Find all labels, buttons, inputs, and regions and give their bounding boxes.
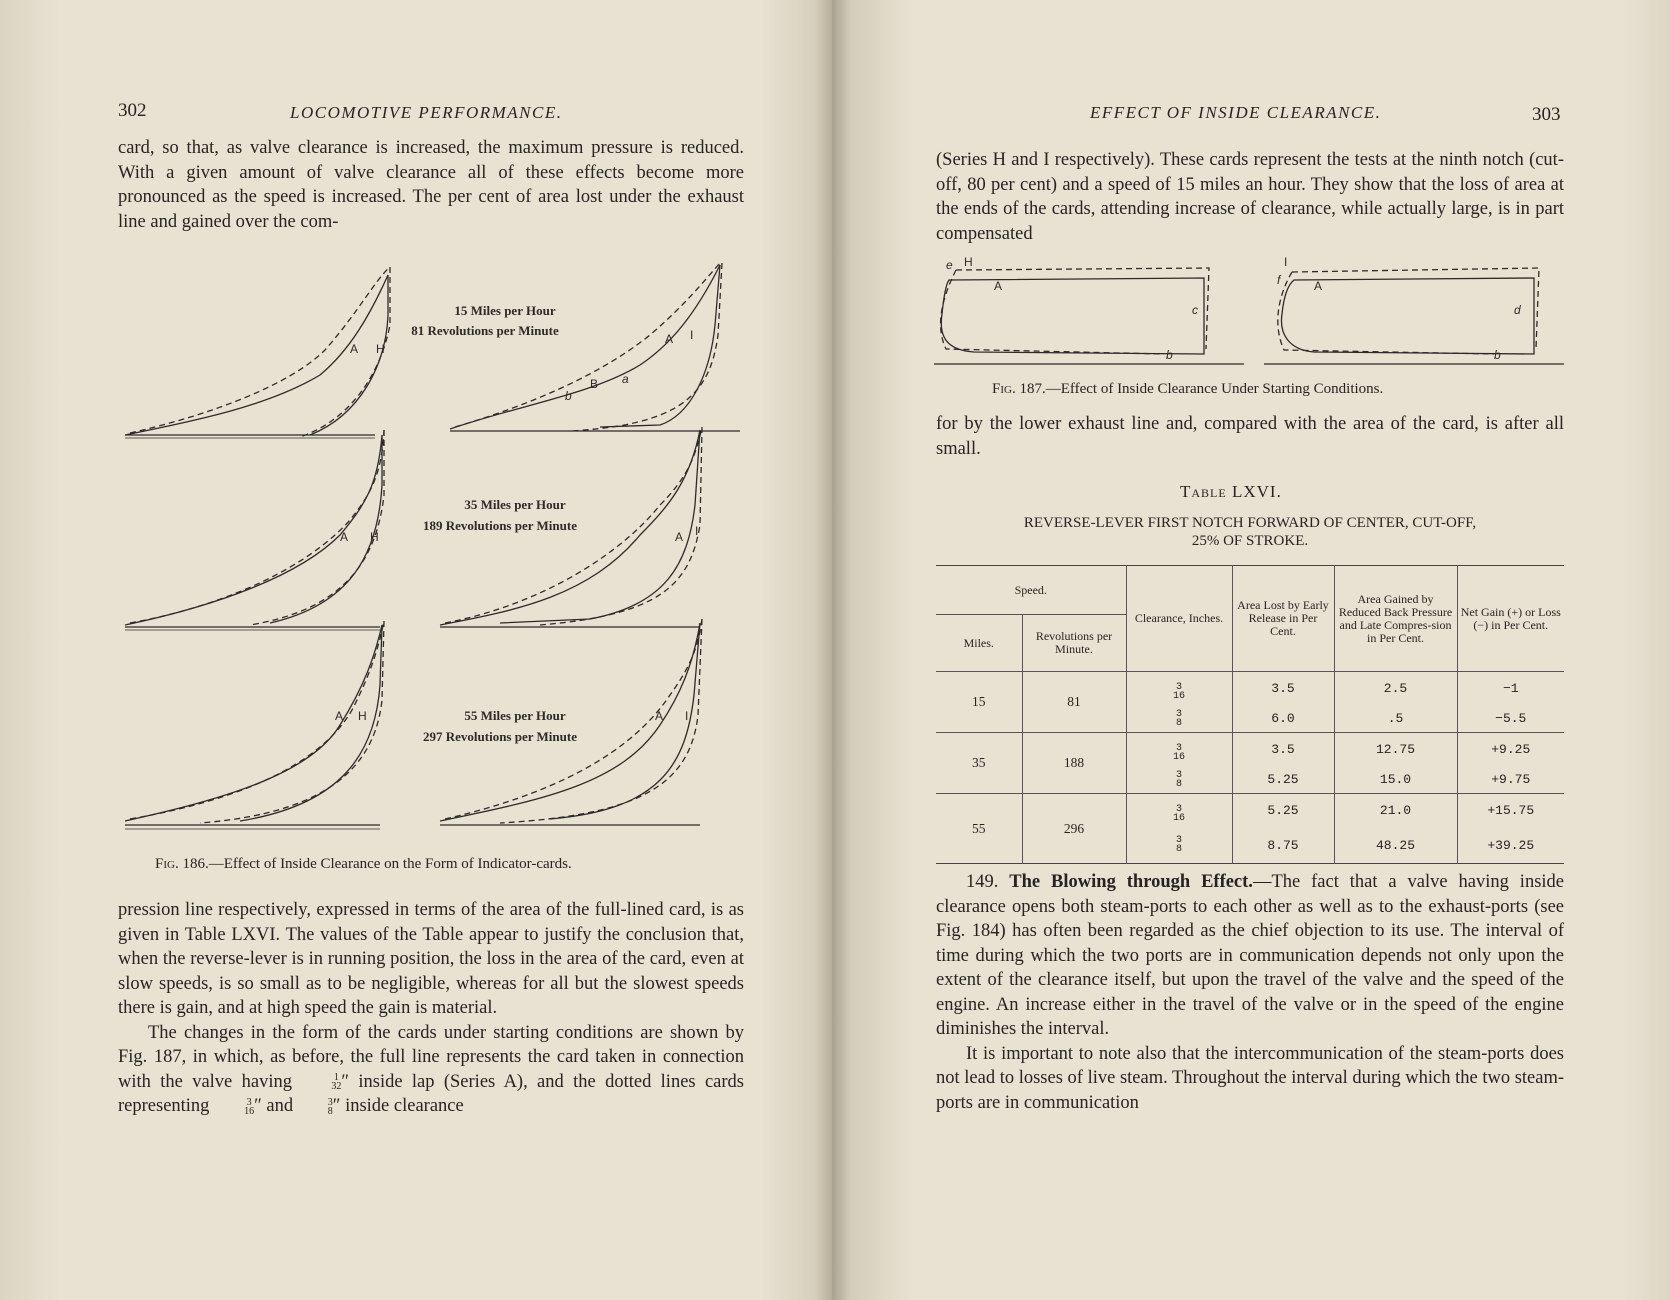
section-149-paragraph	[936, 870, 1564, 1042]
label-i: I	[695, 524, 699, 538]
panel-speed-label: 55 Miles per Hour	[464, 708, 566, 723]
figure-186-caption	[155, 856, 572, 873]
label-b: b	[1494, 348, 1501, 362]
cell-area-lost: 6.0	[1232, 705, 1334, 733]
cell-clearance: 3 16	[1126, 672, 1232, 706]
label-i: I	[1284, 255, 1288, 269]
cell-area-lost: 3.5	[1232, 733, 1334, 767]
body-text-left	[118, 898, 744, 1119]
caption-text: —Effect of Inside Clearance Under Starting Conditions.	[1045, 381, 1384, 397]
figure-187-starting-cards	[934, 254, 1564, 370]
cell-area-gained: 48.25	[1334, 827, 1457, 864]
cell-clearance: 3 8	[1126, 766, 1232, 794]
label-i: I	[685, 709, 689, 723]
cell-area-lost: 3.5	[1232, 672, 1334, 706]
cell-net: −5.5	[1457, 705, 1564, 733]
page-number-left: 302	[118, 100, 147, 121]
table-subtitle-line: 25% OF STROKE.	[1191, 533, 1309, 549]
label-i: I	[690, 328, 694, 342]
label-a: A	[655, 709, 664, 723]
cell-clearance: 3 8	[1126, 705, 1232, 733]
cell-net: −1	[1457, 672, 1564, 706]
table-title: Table LXVI.	[1180, 482, 1282, 501]
cell-area-gained: .5	[1334, 705, 1457, 733]
label-a: A	[1314, 279, 1323, 293]
header-revolutions: Revolutions per Minute.	[1022, 615, 1126, 672]
cell-revs: 296	[1022, 794, 1126, 864]
cell-net: +39.25	[1457, 827, 1564, 864]
cell-area-gained: 12.75	[1334, 733, 1457, 767]
cell-net: +9.25	[1457, 733, 1564, 767]
cell-miles: 55	[972, 820, 986, 836]
cell-miles: 35	[972, 755, 986, 770]
label-h: H	[370, 530, 379, 544]
panel-revs-label: 297 Revolutions per Minute	[423, 729, 577, 744]
label-a: A	[335, 709, 344, 723]
figure-number: Fig. 186.	[155, 856, 209, 872]
label-h: H	[358, 709, 367, 723]
cell-area-lost: 8.75	[1232, 827, 1334, 864]
fraction-three-eighths: 3 8	[327, 1096, 333, 1117]
cell-clearance: 3 16	[1126, 733, 1232, 767]
left-page	[0, 0, 832, 1300]
cell-area-lost: 5.25	[1232, 766, 1334, 794]
panel-speed-label: 35 Miles per Hour	[464, 497, 566, 512]
indicator-card-55mph-series-h	[125, 621, 384, 829]
label-h: H	[376, 342, 385, 356]
header-area-lost: Area Lost by Early Release in Per Cent.	[1232, 566, 1334, 672]
paragraph-top-right	[936, 148, 1564, 246]
paragraph-text: It is important to note also that the intercommunication of the steam-ports does not lead to losses of live steam. Throughout the interval during which the two steam-ports are in communication	[936, 1043, 1565, 1113]
paragraph-after-figure	[936, 412, 1564, 461]
right-page	[832, 0, 1670, 1300]
cell-net: +15.75	[1457, 794, 1564, 828]
table-subtitle-line: REVERSE-LEVER FIRST NOTCH FORWARD OF CENTER, CUT-OFF,	[1023, 515, 1477, 531]
body-text-right	[936, 870, 1564, 1115]
header-net-gain: Net Gain (+) or Loss (−) in Per Cent.	[1457, 566, 1564, 672]
label-c: c	[1192, 303, 1198, 317]
table-subtitle	[936, 514, 1564, 550]
fraction-one-thirty-second: 1 32	[331, 1072, 342, 1093]
label-b-upper: B	[590, 377, 599, 391]
cell-revs: 188	[1022, 733, 1126, 794]
panel-revs-label: 81 Revolutions per Minute	[411, 323, 559, 338]
header-miles: Miles.	[963, 635, 994, 650]
paragraph-text: for by the lower exhaust line and, compared with the area of the card, is after all small.	[936, 414, 1564, 459]
paragraph-text: (Series H and I respectively). These cards represent the tests at the ninth notch (cut-off, 80 per cent) and a speed of 15 miles an hour. They show that the loss of area at the ends of the cards, attending increase of clearance, while actually large, is in part compensated	[936, 150, 1564, 244]
label-d: d	[1514, 303, 1521, 317]
cell-area-gained: 21.0	[1334, 794, 1457, 828]
cell-clearance: 3 16	[1126, 794, 1232, 828]
cell-net: +9.75	[1457, 766, 1564, 794]
cell-area-gained: 2.5	[1334, 672, 1457, 706]
table-lxvi	[936, 565, 1564, 864]
paragraph-text: card, so that, as valve clearance is increased, the maximum pressure is reduced. With a given amount of valve clearance all of these effects become more pronounced as the speed is increased. The per cent of area lost under the exhaust line and gained over the com-	[118, 138, 744, 232]
running-head-right: EFFECT OF INSIDE CLEARANCE.	[1090, 103, 1382, 122]
cell-revs: 81	[1022, 672, 1126, 733]
label-a: A	[675, 530, 684, 544]
page-number-right: 303	[1532, 104, 1561, 125]
label-f: f	[1277, 273, 1281, 287]
caption-text: —Effect of Inside Clearance on the Form of Indicator-cards.	[208, 856, 572, 872]
cell-area-lost: 5.25	[1232, 794, 1334, 828]
header-area-gained: Area Gained by Reduced Back Pressure and Late Compres-sion in Per Cent.	[1334, 566, 1457, 672]
paragraph-text: pression line respectively, expressed in terms of the area of the full-lined card, is as given in Table LXVI. The values of the Table appear to justify the conclusion that, when the reverse-lever is in running position, the loss in the area of the card, even at slow speeds, is so small as to be negligible, whereas for all but the slowest speeds there is gain, and at high speed the gain is material.	[118, 900, 744, 1018]
panel-speed-label: 15 Miles per Hour	[454, 303, 556, 318]
indicator-card-15mph-series-i	[450, 263, 740, 431]
running-head-left: LOCOMOTIVE PERFORMANCE.	[290, 103, 563, 122]
label-h: H	[964, 255, 973, 269]
header-clearance: Clearance, Inches.	[1126, 566, 1232, 672]
header-speed: Speed.	[936, 566, 1126, 615]
label-a: A	[350, 342, 359, 356]
table-row	[936, 672, 1564, 706]
figure-186-indicator-cards	[120, 255, 750, 845]
paragraph-figure-187-intro: The changes in the form of the cards under starting conditions are shown by Fig. 187, in which, as before, the full line represents the card taken in connection with the valve having 1 32 ″ inside lap (Series A), and the dotted lines cards representing 3 16 ″ and 3 8 ″ inside clearance	[118, 1022, 744, 1117]
section-title: The Blowing through Effect.	[1009, 872, 1253, 892]
paragraph-top-left	[118, 136, 744, 234]
table-row	[936, 733, 1564, 767]
label-a: A	[340, 530, 349, 544]
section-text: —The fact that a valve having inside clearance opens both steam-ports to each other as well as to the exhaust-ports (see Fig. 184) has often been regarded as the chief objection to its use. The interval of time during which the two ports are in communication depends not only upon the extent of the clearance itself, but upon the travel of the valve and the speed of the engine. An increase either in the travel of the valve or in the speed of the engine diminishes the interval.	[936, 872, 1564, 1039]
cell-clearance: 3 8	[1126, 827, 1232, 864]
fraction-three-sixteenths: 3 16	[244, 1096, 255, 1117]
label-a: A	[665, 332, 674, 346]
label-e: e	[946, 258, 953, 272]
cell-area-gained: 15.0	[1334, 766, 1457, 794]
section-number: 149.	[966, 872, 999, 892]
label-b: b	[565, 389, 572, 403]
label-a-lower: a	[622, 372, 629, 386]
figure-187-caption	[992, 381, 1383, 398]
label-a: A	[994, 279, 1003, 293]
table-row	[936, 794, 1564, 828]
cell-miles: 15	[972, 694, 986, 709]
figure-number: Fig. 187.	[992, 381, 1046, 397]
label-b: b	[1166, 348, 1173, 362]
panel-revs-label: 189 Revolutions per Minute	[423, 518, 577, 533]
